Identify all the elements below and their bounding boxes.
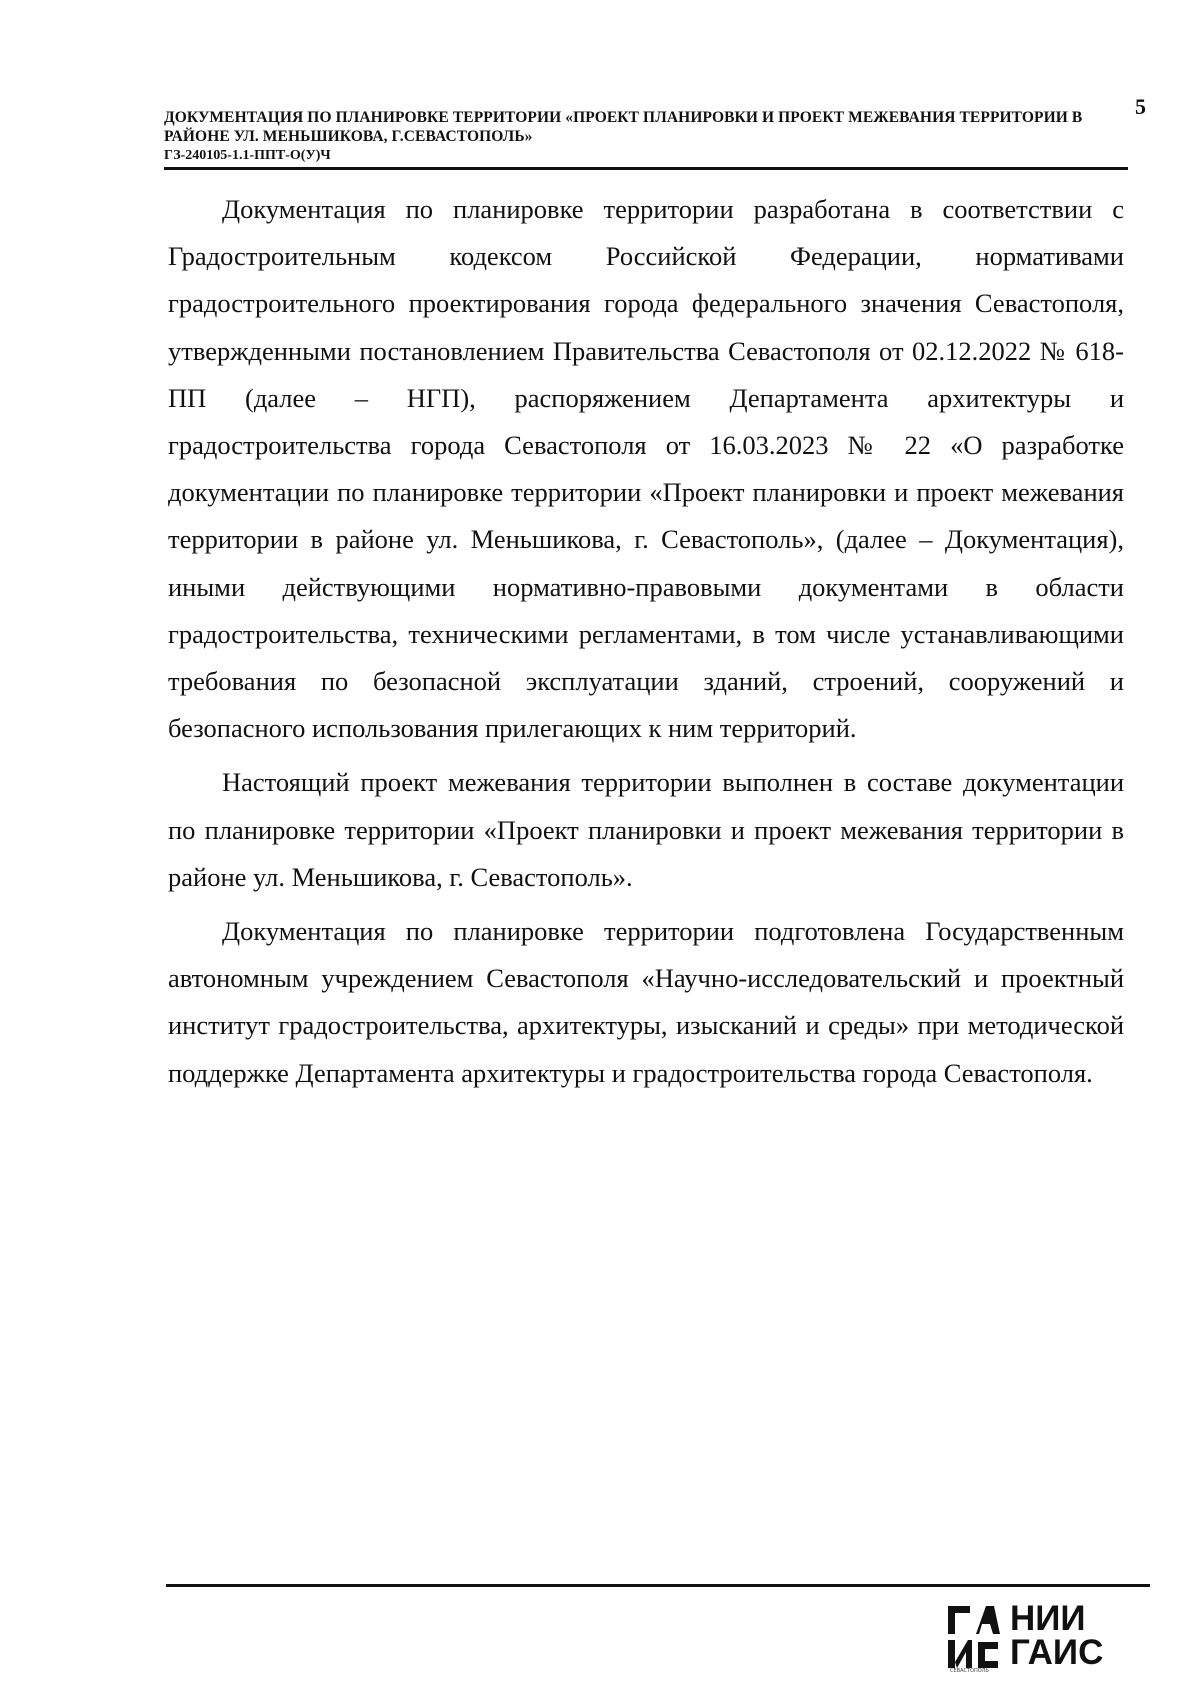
- paragraph: Документация по планировке территории разработана в соответствии с Градостроительным кодексом Российской Федерации, нормативами градостроительного проектирования города федерального значения Севастополя, утвержденными постановлением Правительства Севастополя от 02.12.2022 № 618-ПП (далее – НГП), распоряжением Департамента архитектуры и градостроительства города Севастополя от 16.03.2023 № 22 «О разработке документации по планировке территории «Проект планировки и проект межевания территории в районе ул. Меньшикова, г. Севастополь», (далее – Документация), иными действующими нормативно-правовыми документами в области градостроительства, техническими регламентами, в том числе устанавливающими требования по безопасной эксплуатации зданий, строений, сооружений и безопасного использования прилегающих к ним территорий.: [168, 194, 1124, 744]
- logo-mark-icon: [948, 1606, 1000, 1668]
- niigais-logo: [948, 1599, 1128, 1674]
- logo-caption: СЕВАСТОПОЛЬ: [950, 1668, 989, 1674]
- page-number: 5: [1135, 94, 1146, 119]
- paragraph: Документация по планировке территории подготовлена Государственным автономным учреждением Севастополя «Научно-исследовательский и проектный институт градостроительства, архитектуры, изысканий и среды» при методической поддержке Департамента архитектуры и градостроительства города Севастополя.: [168, 916, 1124, 1088]
- logo-line-2: ГАИС: [1010, 1633, 1104, 1672]
- logo-text: [1010, 1599, 1104, 1672]
- header-rule: [164, 167, 1128, 170]
- header-code: ГЗ-240105-1.1-ППТ-О(У)Ч: [164, 148, 331, 163]
- paragraph: Настоящий проект межевания территории выполнен в составе документации по планировке территории «Проект планировки и проект межевания территории в районе ул. Меньшикова, г. Севастополь».: [168, 767, 1124, 892]
- logo-line-1: НИИ: [1010, 1599, 1086, 1638]
- document-header: [164, 108, 1124, 164]
- footer-rule: [166, 1584, 1150, 1587]
- document-body: [168, 186, 1124, 1104]
- header-title: ДОКУМЕНТАЦИЯ ПО ПЛАНИРОВКЕ ТЕРРИТОРИИ «ПРОЕКТ ПЛАНИРОВКИ И ПРОЕКТ МЕЖЕВАНИЯ ТЕРРИТОРИИ В РАЙОНЕ УЛ. МЕНЬШИКОВА, Г.СЕВАСТОПОЛЬ»: [164, 109, 1083, 145]
